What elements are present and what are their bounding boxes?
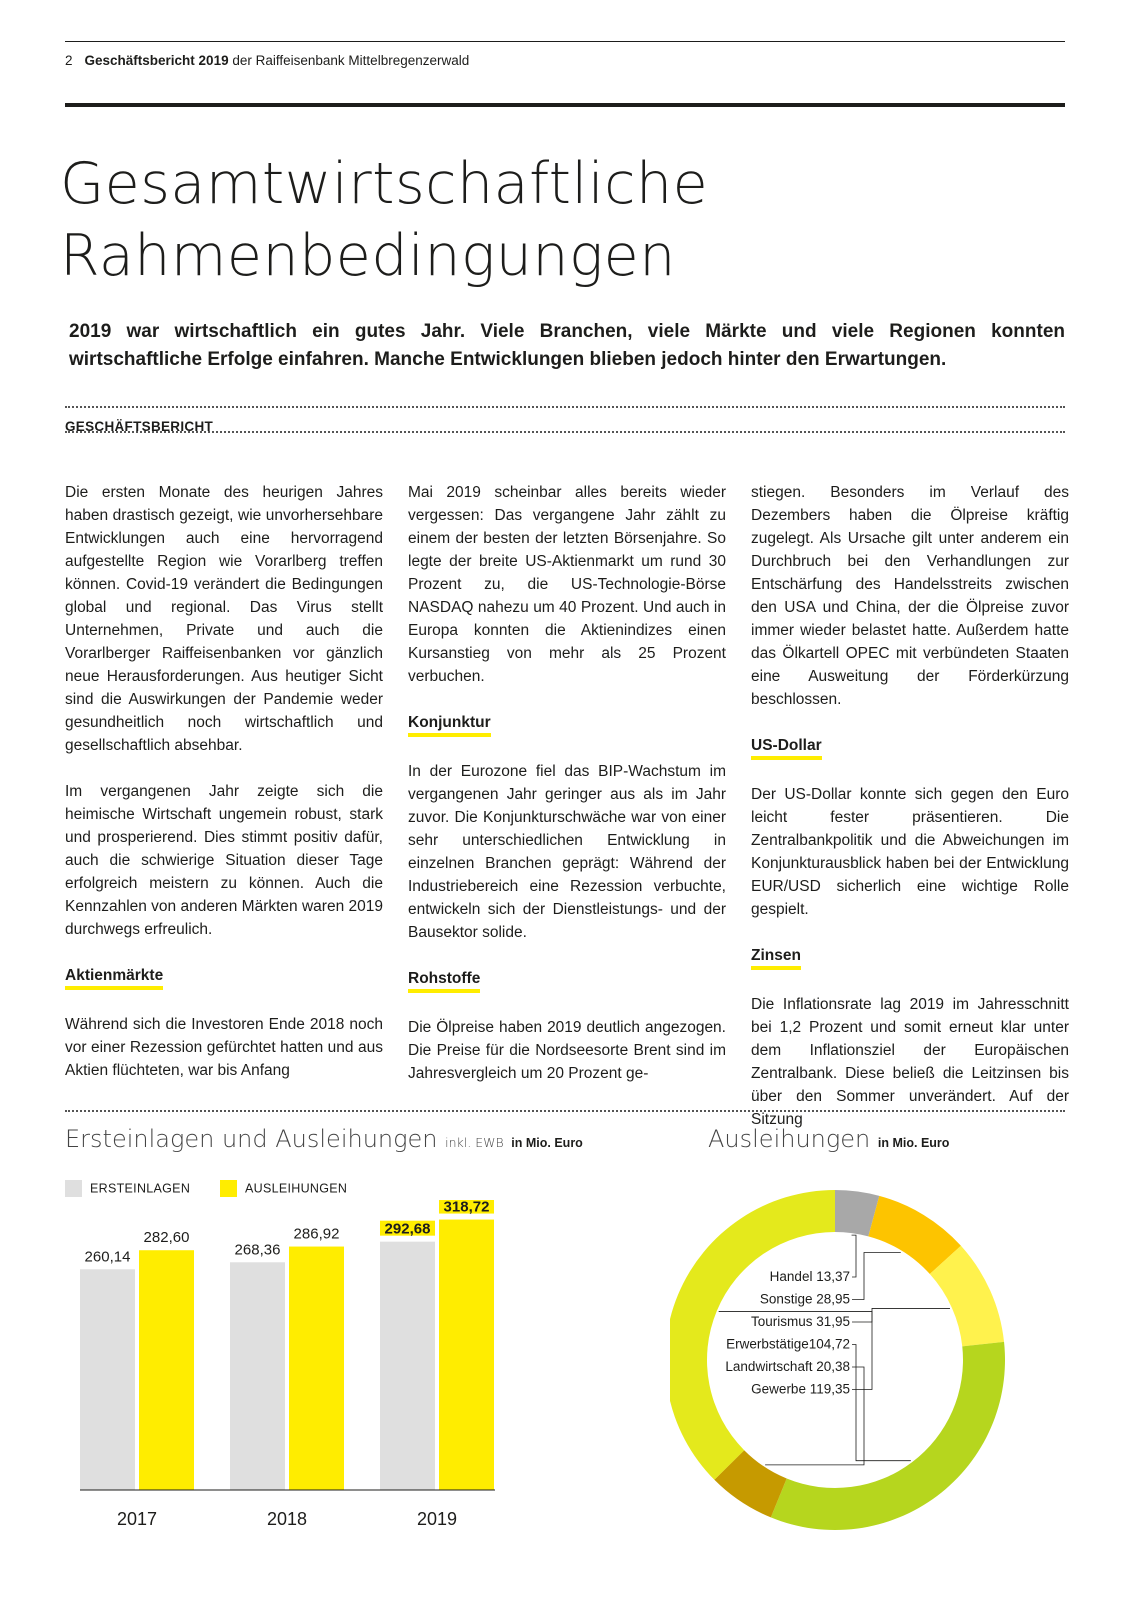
donut-slice-gewerbe bbox=[670, 1190, 835, 1480]
bar-ersteinlagen-2019 bbox=[380, 1242, 435, 1490]
legend-label: AUSLEIHUNGEN bbox=[245, 1181, 348, 1196]
running-header bbox=[65, 53, 469, 68]
donut-label: Handel 13,37 bbox=[769, 1269, 850, 1284]
bar-ausleihungen-2019 bbox=[439, 1220, 494, 1490]
leader-line bbox=[852, 1253, 901, 1300]
bar-chart-title bbox=[65, 1125, 583, 1153]
donut-label: Tourismus 31,95 bbox=[750, 1314, 850, 1329]
paragraph: Während sich die Investoren Ende 2018 noch vor einer Rezession gefürchtet hatten und aus Aktien flüchteten, war bis Anfang bbox=[65, 1016, 383, 1079]
bar-value-label: 260,14 bbox=[84, 1248, 131, 1266]
donut-chart bbox=[670, 1175, 1010, 1535]
subheading-text: Aktienmärkte bbox=[65, 967, 163, 990]
paragraph: Die ersten Monate des heurigen Jahres haben drastisch gezeigt, wie unvorhersehbare Entwicklungen auch eine hervorragend aufgestellte Region wie Vorarlberg treffen können. Covid-19 verändert die Bedingungen global und regional. Das Virus stellt Unternehmen, Private und auch die Vorarlberger Raiffeisenbanken vor gänzlich neue Herausforderungen. Aus heutiger Sicht sind die Auswirkungen der Pandemie weder gesundheitlich noch wirtschaftlich und gesellschaftlich absehbar. bbox=[65, 484, 383, 754]
paragraph: Der US-Dollar konnte sich gegen den Euro leicht fester präsentieren. Die Zentralbankpolitik und die Abweichungen im Konjunkturausblick haben bei der Entwicklung EUR/USD sicherlich eine wichtige Rolle gespielt. bbox=[751, 786, 1069, 918]
bar-chart-title-note: inkl. EWB bbox=[445, 1135, 504, 1150]
subheading-konjunktur bbox=[408, 711, 726, 737]
paragraph: Die Inflationsrate lag 2019 im Jahresschnitt bei 1,2 Prozent und somit erneut klar unter dem Inflationsziel der Europäischen Zentralbank. Diese beließ die Leitzinsen bis über den Sommer unverändert. Auf der Sitzung bbox=[751, 996, 1069, 1128]
subheading-us-dollar bbox=[751, 734, 1069, 760]
header-rule bbox=[65, 41, 1065, 42]
donut-chart-unit: in Mio. Euro bbox=[877, 1136, 950, 1150]
legend-item-ersteinlagen bbox=[65, 1180, 190, 1197]
leader-line bbox=[852, 1308, 950, 1322]
bar-ausleihungen-2017 bbox=[139, 1250, 194, 1490]
donut-label: Sonstige 28,95 bbox=[759, 1291, 850, 1307]
legend-swatch bbox=[220, 1180, 237, 1197]
page-title-line-1: Gesamtwirtschaftliche bbox=[60, 151, 709, 217]
donut-label: Gewerbe 119,35 bbox=[751, 1381, 850, 1397]
header-thick-rule bbox=[65, 103, 1065, 107]
bar-chart-unit: in Mio. Euro bbox=[511, 1136, 583, 1150]
paragraph: stiegen. Besonders im Verlauf des Dezembers haben die Ölpreise kräftig zugelegt. Als Ursache gilt unter anderem ein Durchbruch bei den Verhandlungen zur Entschärfung des Handelsstreits zwischen den USA und China, der die Ölpreise zuvor immer wieder belastet hatte. Außerdem hatte das Ölkartell OPEC mit verbündeten Staaten eine Ausweitung der Förderkürzung beschlossen. bbox=[751, 484, 1069, 708]
bar-value-label: 292,68 bbox=[384, 1220, 431, 1238]
legend-label: ERSTEINLAGEN bbox=[90, 1181, 191, 1196]
report-title: Geschäftsbericht 2019 bbox=[84, 53, 229, 68]
bar-ausleihungen-2018 bbox=[289, 1247, 344, 1490]
bar-value-label: 282,60 bbox=[143, 1229, 190, 1247]
donut-label: Erwerbstätige104,72 bbox=[726, 1336, 850, 1352]
bar-value-label: 268,36 bbox=[234, 1241, 281, 1259]
leader-line bbox=[852, 1235, 856, 1277]
subheading-rohstoffe bbox=[408, 967, 726, 993]
dotted-divider-charts bbox=[65, 1110, 1065, 1112]
leader-line bbox=[852, 1345, 911, 1461]
report-subtitle: der Raiffeisenbank Mittelbregenzerwald bbox=[232, 53, 470, 68]
subheading-text: Konjunktur bbox=[408, 714, 491, 737]
subheading-text: Zinsen bbox=[751, 947, 801, 970]
paragraph: Die Ölpreise haben 2019 deutlich angezogen. Die Preise für die Nordseesorte Brent sind im Jahresvergleich um 20 Prozent ge- bbox=[408, 1019, 726, 1082]
bar-ersteinlagen-2018 bbox=[230, 1262, 285, 1490]
paragraph: In der Eurozone fiel das BIP-Wachstum im vergangenen Jahr geringer aus als im Jahr zuvor. Die Konjunkturschwäche war von einer sehr unterschiedlichen Entwicklung in einzelnen Branchen geprägt: Während der Industriebereich eine Rezession verbuchte, entwickeln sich der Dienstleistungs- und der Bausektor solide. bbox=[408, 763, 726, 941]
paragraph: Im vergangenen Jahr zeigte sich die heimische Wirtschaft ungemein robust, stark und prosperierend. Dies stimmt positiv dafür, auch die schwierige Situation dieser Tage erfolgreich meistern zu können. Auch die Kennzahlen von anderen Märkten waren 2019 durchwegs erfreulich. bbox=[65, 783, 383, 938]
bar-value-label: 318,72 bbox=[443, 1200, 490, 1216]
subheading-zinsen bbox=[751, 944, 1069, 970]
text-column-2 bbox=[408, 481, 726, 1108]
lead-paragraph: 2019 war wirtschaftlich ein gutes Jahr. Viele Branchen, viele Märkte und viele Regionen konnten wirtschaftliche Erfolge einfahren. Manche Entwicklungen blieben jedoch hinter den Erwartungen. bbox=[69, 321, 1065, 370]
x-tick-label: 2018 bbox=[266, 1509, 308, 1529]
bar-ersteinlagen-2017 bbox=[80, 1269, 135, 1490]
legend-swatch bbox=[65, 1180, 82, 1197]
subheading-aktienmaerkte bbox=[65, 964, 383, 990]
x-tick-label: 2017 bbox=[116, 1509, 158, 1529]
donut-chart-title bbox=[708, 1125, 949, 1153]
dotted-divider-bottom bbox=[65, 431, 1065, 433]
bar-value-label: 286,92 bbox=[293, 1225, 340, 1243]
dotted-divider-top bbox=[65, 406, 1065, 408]
subheading-text: Rohstoffe bbox=[408, 970, 480, 993]
legend-item-ausleihungen bbox=[220, 1180, 347, 1197]
page-title bbox=[60, 148, 708, 292]
page-number: 2 bbox=[65, 53, 73, 68]
paragraph: Mai 2019 scheinbar alles bereits wieder vergessen: Das vergangene Jahr zählt zu einem der besten der letzten Börsenjahre. So legte der breite US-Aktienmarkt um rund 30 Prozent zu, die US-Technologie-Börse NASDAQ nahezu um 40 Prozent. Und auch in Europa konnten die Aktienindizes einen Kursanstieg von mehr als 25 Prozent verbuchen. bbox=[408, 484, 726, 685]
bar-chart bbox=[65, 1200, 515, 1540]
section-label: GESCHÄFTSBERICHT bbox=[65, 419, 214, 434]
donut-chart-title-main: Ausleihungen bbox=[708, 1125, 871, 1153]
bar-chart-title-main: Ersteinlagen und Ausleihungen bbox=[65, 1125, 438, 1153]
donut-label: Landwirtschaft 20,38 bbox=[725, 1359, 850, 1374]
page-title-line-2: Rahmenbedingungen bbox=[60, 223, 676, 289]
x-tick-label: 2019 bbox=[416, 1509, 458, 1529]
text-column-1 bbox=[65, 481, 383, 1105]
subheading-text: US-Dollar bbox=[751, 737, 822, 760]
text-column-3 bbox=[751, 481, 1069, 1154]
